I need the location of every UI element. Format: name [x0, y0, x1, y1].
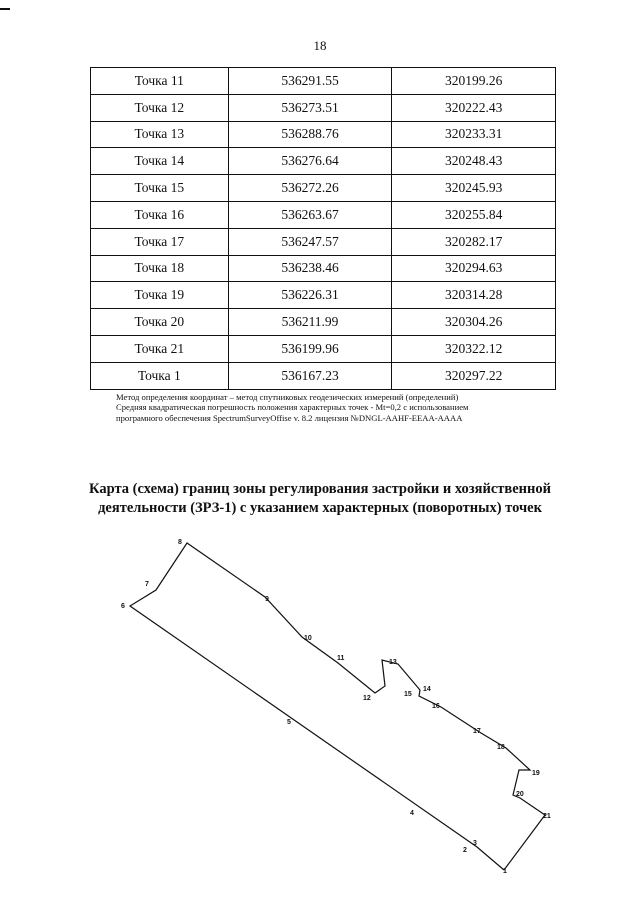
point-name-cell: Точка 20	[91, 309, 229, 336]
point-name-cell: Точка 14	[91, 148, 229, 175]
point-name-cell: Точка 17	[91, 228, 229, 255]
coordinate-x-cell: 536199.96	[228, 335, 392, 362]
map-point-label: 12	[363, 695, 371, 702]
note-accuracy: Средняя квадратическая погрешность положения характерных точек - Mt=0,2 с использованием	[116, 402, 469, 413]
boundary-polygon	[130, 543, 545, 870]
map-point-label: 16	[432, 703, 440, 710]
coordinate-y-cell: 320222.43	[392, 94, 556, 121]
map-point-label: 7	[145, 581, 149, 588]
coordinate-x-cell: 536291.55	[228, 68, 392, 95]
map-point-label: 4	[410, 810, 414, 817]
page-number: 18	[313, 38, 327, 53]
point-name-cell: Точка 1	[91, 362, 229, 389]
coordinate-x-cell: 536273.51	[228, 94, 392, 121]
point-name-cell: Точка 13	[91, 121, 229, 148]
coordinate-x-cell: 536211.99	[228, 309, 392, 336]
map-point-label: 3	[473, 840, 477, 847]
coordinate-x-cell: 536272.26	[228, 175, 392, 202]
map-point-label: 1	[503, 868, 507, 875]
map-point-label: 13	[389, 659, 397, 666]
coordinate-x-cell: 536238.46	[228, 255, 392, 282]
coordinate-y-cell: 320304.26	[392, 309, 556, 336]
coordinate-x-cell: 536226.31	[228, 282, 392, 309]
coordinate-y-cell: 320282.17	[392, 228, 556, 255]
point-name-cell: Точка 11	[91, 68, 229, 95]
coordinate-x-cell: 536247.57	[228, 228, 392, 255]
map-point-label: 20	[516, 791, 524, 798]
map-point-label: 11	[337, 655, 345, 662]
map-point-label: 8	[178, 539, 182, 546]
coordinate-x-cell: 536288.76	[228, 121, 392, 148]
map-point-label: 6	[121, 603, 125, 610]
point-name-cell: Точка 12	[91, 94, 229, 121]
point-name-cell: Точка 18	[91, 255, 229, 282]
map-title-line-2: деятельности (ЗРЗ-1) с указанием характерных (поворотных) точек	[98, 500, 542, 516]
coordinate-y-cell: 320322.12	[392, 335, 556, 362]
point-name-cell: Точка 21	[91, 335, 229, 362]
map-point-label: 17	[473, 728, 481, 735]
coordinate-y-cell: 320245.93	[392, 175, 556, 202]
coordinate-y-cell: 320199.26	[392, 68, 556, 95]
point-name-cell: Точка 15	[91, 175, 229, 202]
coordinate-x-cell: 536167.23	[228, 362, 392, 389]
note-method: Метод определения координат – метод спутниковых геодезических измерений (определений)	[116, 392, 459, 402]
map-point-label: 10	[304, 635, 312, 642]
map-point-label: 19	[532, 770, 540, 777]
note-software: програмного обеспечения SpectrumSurveyOffise v. 8.2 лицензия №DNGL-AAHF-EEAA-AAAA	[116, 412, 463, 423]
map-point-label: 2	[463, 847, 467, 854]
map-point-label: 5	[287, 719, 291, 726]
coordinate-y-cell: 320255.84	[392, 201, 556, 228]
map-point-label: 21	[543, 813, 551, 820]
point-name-cell: Точка 16	[91, 201, 229, 228]
coordinate-x-cell: 536276.64	[228, 148, 392, 175]
coordinate-y-cell: 320233.31	[392, 121, 556, 148]
map-point-label: 15	[404, 691, 412, 698]
map-point-label: 9	[265, 596, 269, 603]
coordinate-y-cell: 320248.43	[392, 148, 556, 175]
map-point-label: 14	[423, 686, 431, 693]
map-point-label: 18	[497, 744, 505, 751]
map-title-line-1: Карта (схема) границ зоны регулирования застройки и хозяйственной	[89, 481, 551, 497]
coordinate-y-cell: 320294.63	[392, 255, 556, 282]
coordinate-x-cell: 536263.67	[228, 201, 392, 228]
coordinate-y-cell: 320314.28	[392, 282, 556, 309]
point-name-cell: Точка 19	[91, 282, 229, 309]
coordinate-y-cell: 320297.22	[392, 362, 556, 389]
